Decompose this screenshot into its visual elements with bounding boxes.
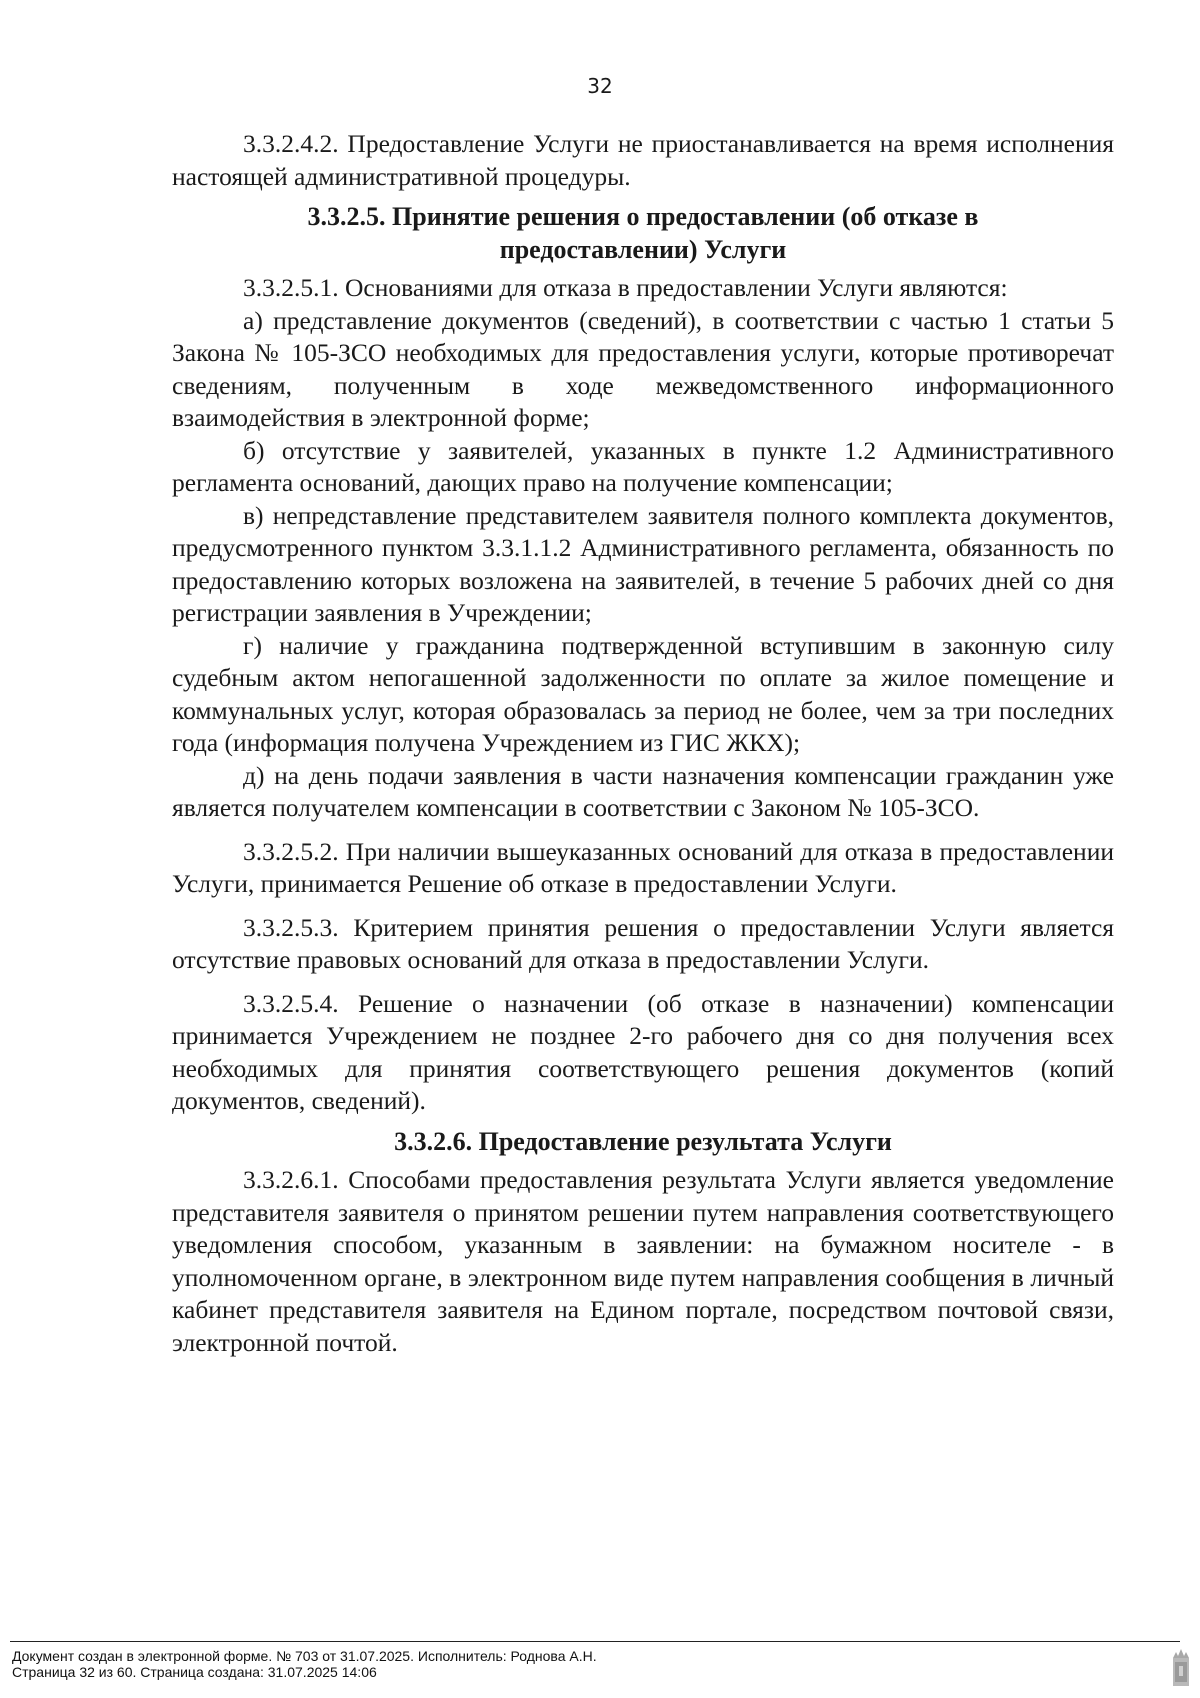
paragraph-3-3-2-5-4: 3.3.2.5.4. Решение о назначении (об отказе в назначении) компенсации принимается Учреждением не позднее 2-го рабочего дня со дня получения всех необходимых для принятия соответствующего решения документов (копий документов, сведений). (172, 988, 1114, 1115)
list-item-g: г) наличие у гражданина подтвержденной вступившим в законную силу судебным актом непогашенной задолженности по оплате за жилое помещение и коммунальных услуг, которая образовалась за период не более, чем за три последних года (информация получена Учреждением из ГИС ЖКХ); (172, 630, 1114, 757)
list-item-a: а) представление документов (сведений), в соответствии с частью 1 статьи 5 Закона № 105-ЗСО необходимых для предоставления услуги, которые противоречат сведениям, полученным в ходе межведомственного информационного взаимодействия в электронной форме; (172, 305, 1114, 432)
paragraph-3-3-2-5-3: 3.3.2.5.3. Критерием принятия решения о предоставлении Услуги является отсутствие правовых оснований для отказа в предоставлении Услуги. (172, 912, 1114, 974)
footer-line-page-info: Страница 32 из 60. Страница создана: 31.07.2025 14:06 (12, 1664, 377, 1680)
footer-line-document-info: Документ создан в электронной форме. № 703 от 31.07.2025. Исполнитель: Роднова А.Н. (12, 1648, 597, 1664)
section-heading-3-3-2-5: 3.3.2.5. Принятие решения о предоставлении (об отказе в предоставлении) Услуги (307, 202, 979, 264)
paragraph-3-3-2-6-1: 3.3.2.6.1. Способами предоставления результата Услуги является уведомление представителя заявителя о принятом решении путем направления соответствующего уведомления способом, указанным в заявлении: на бумажном носителе - в уполномоченном органе, в электронном виде путем направления сообщения в личный кабинет представителя заявителя на Едином портале, посредством почтовой связи, электронной почтой. (172, 1165, 1114, 1357)
footer-divider (10, 1641, 1180, 1642)
section-heading-3-3-2-6: 3.3.2.6. Предоставление результата Услуги (394, 1126, 892, 1156)
list-item-b: б) отсутствие у заявителей, указанных в пункте 1.2 Административного регламента оснований, дающих право на получение компенсации; (172, 435, 1114, 497)
paragraph-3-3-2-5-2: 3.3.2.5.2. При наличии вышеуказанных оснований для отказа в предоставлении Услуги, принимается Решение об отказе в предоставлении Услуги. (172, 836, 1114, 898)
page-number: 32 (587, 74, 613, 98)
paragraph-3-3-2-4-2: 3.3.2.4.2. Предоставление Услуги не приостанавливается на время исполнения настоящей административной процедуры. (172, 129, 1114, 191)
list-item-d: д) на день подачи заявления в части назначения компенсации гражданин уже является получателем компенсации в соответствии с Законом № 105-ЗСО. (172, 760, 1114, 822)
paragraph-3-3-2-5-1: 3.3.2.5.1. Основаниями для отказа в предоставлении Услуги являются: (243, 273, 1008, 302)
coat-of-arms-icon (1168, 1644, 1194, 1690)
document-body (172, 128, 1114, 1359)
list-item-v: в) непредставление представителем заявителя полного комплекта документов, предусмотренного пунктом 3.3.1.1.2 Административного регламента, обязанность по предоставлению которых возложена на заявителей, в течение 5 рабочих дней со дня регистрации заявления в Учреждении; (172, 500, 1114, 627)
document-footer (12, 1648, 597, 1680)
